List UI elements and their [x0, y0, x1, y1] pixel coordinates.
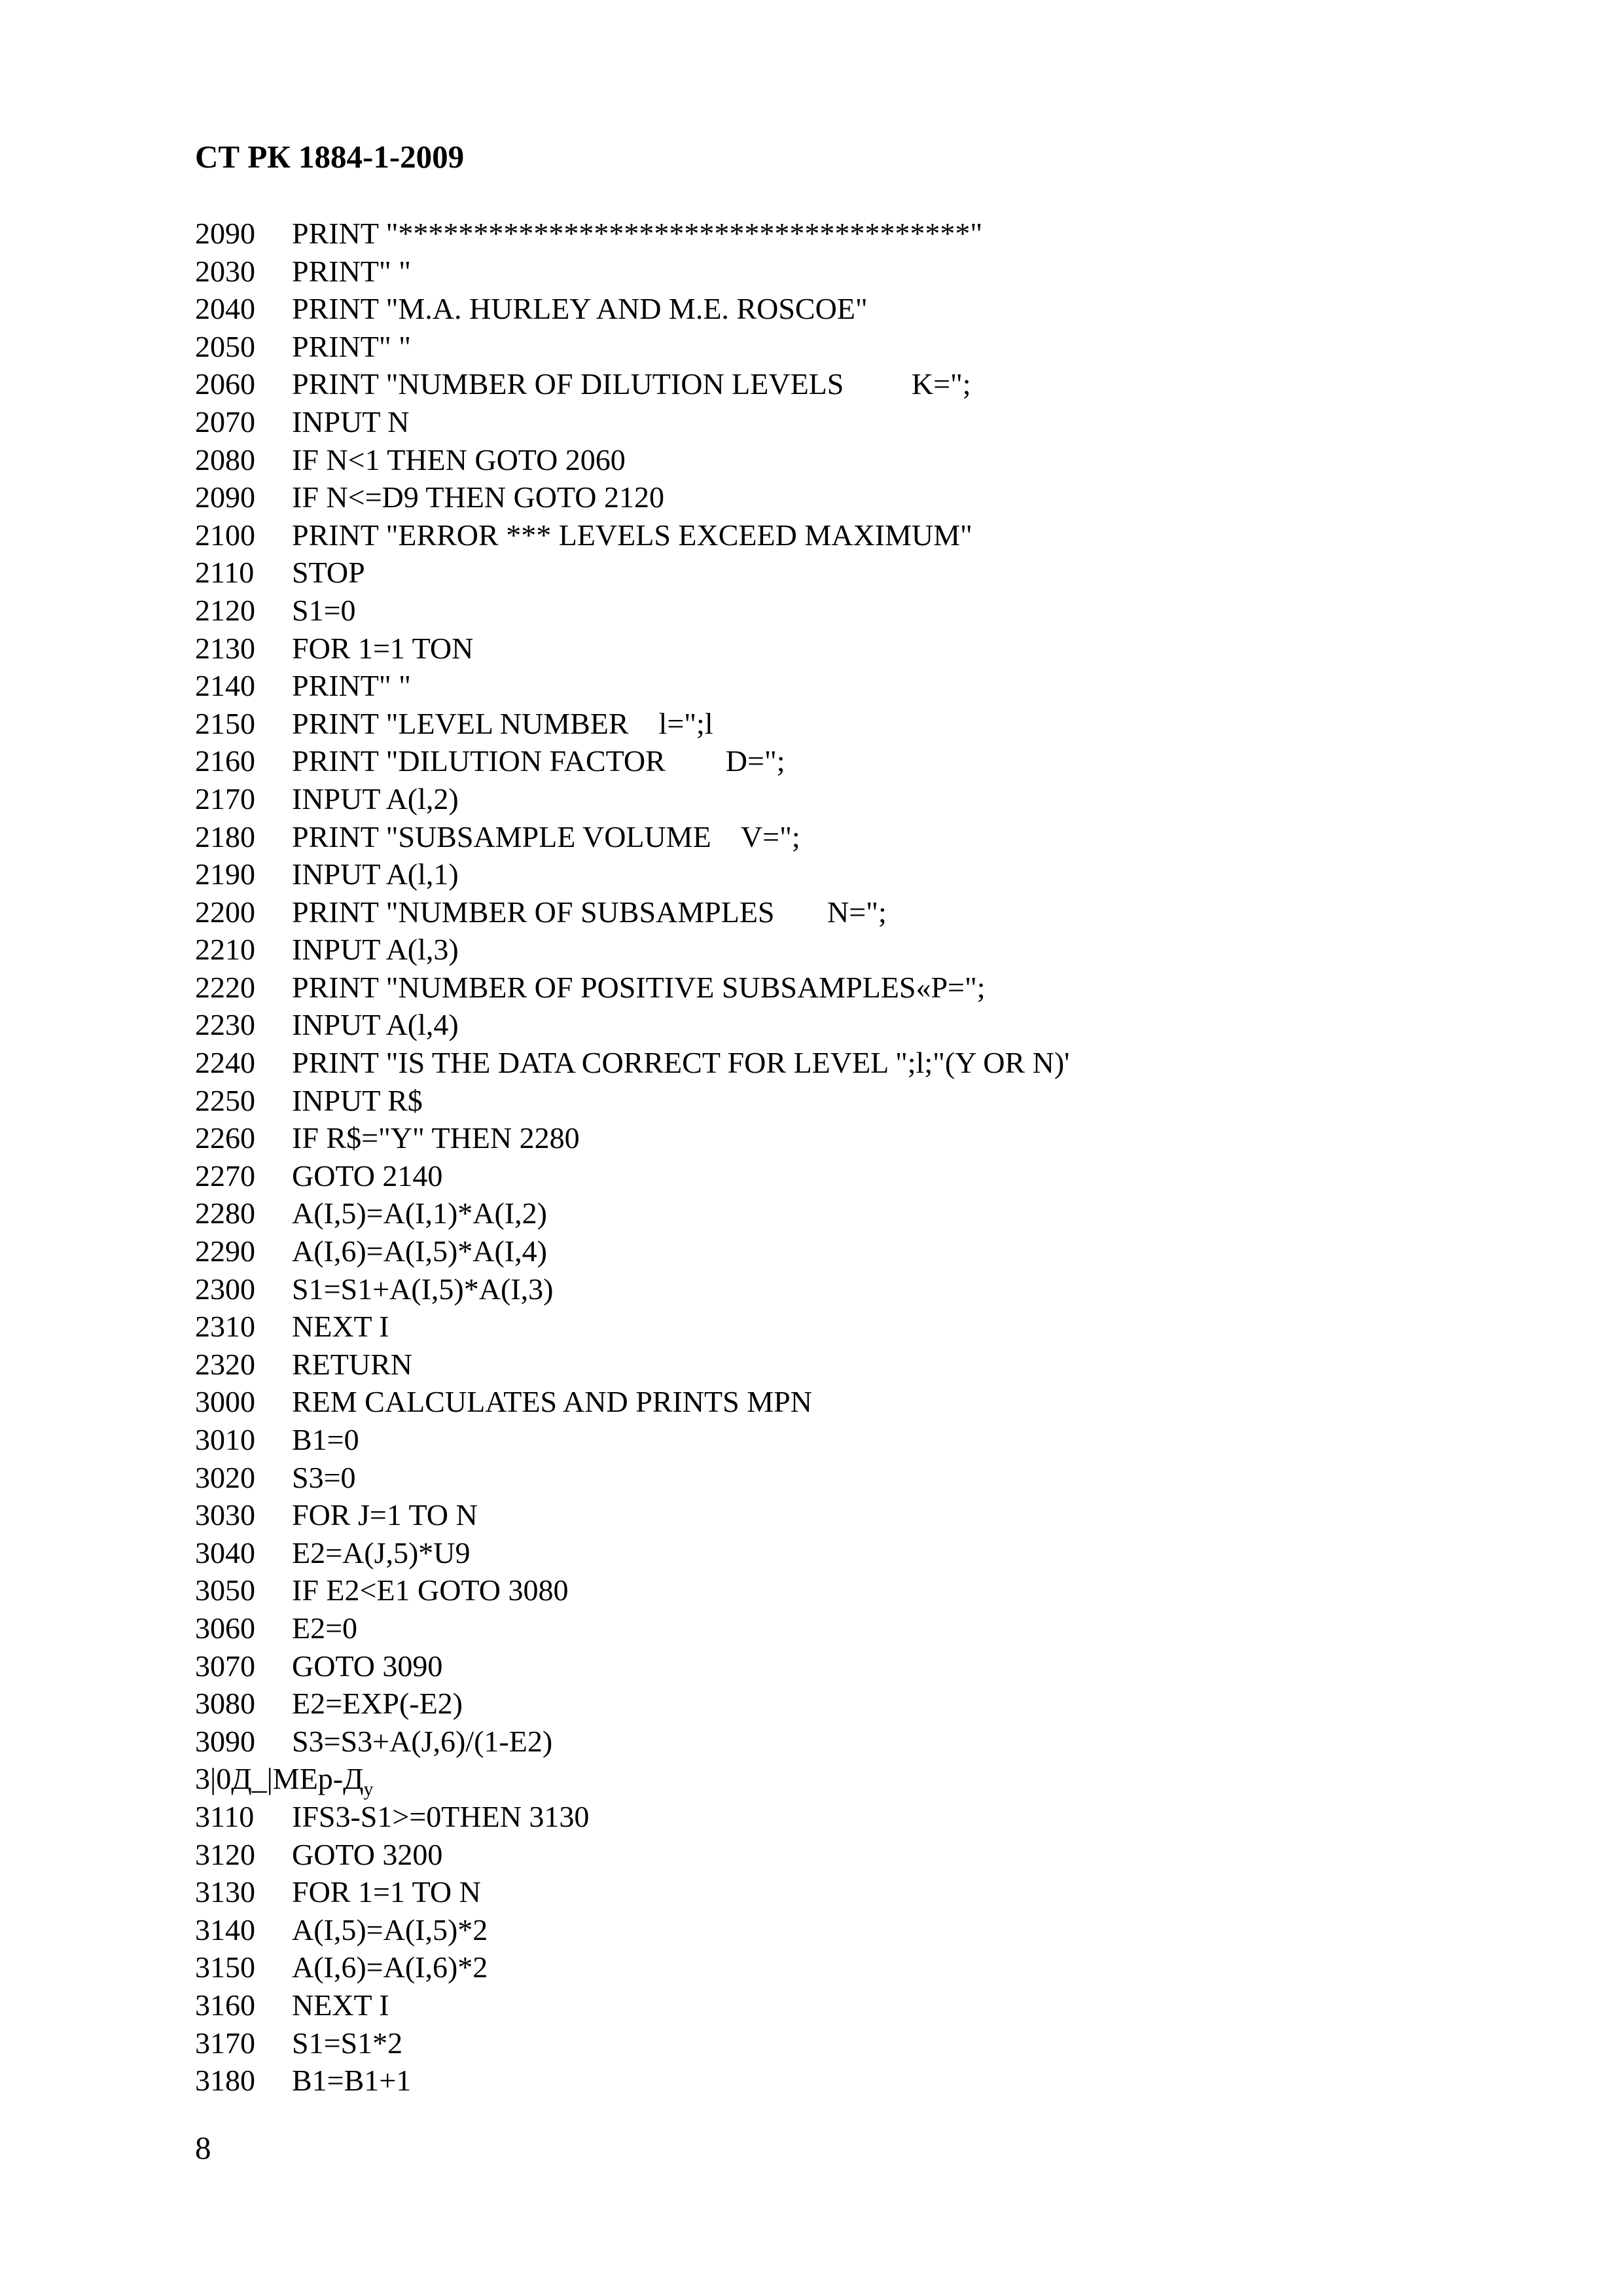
code-statement	[292, 705, 713, 743]
code-line	[195, 1836, 1504, 1874]
code-line	[195, 441, 1504, 479]
line-number: 2110	[195, 556, 255, 590]
line-number: 3090	[195, 1724, 255, 1758]
basic-code-listing	[195, 215, 1504, 2100]
code-statement	[292, 1270, 553, 1308]
line-number: 3170	[195, 2026, 255, 2060]
line-number: 2150	[195, 706, 255, 740]
code-line	[195, 554, 1504, 592]
code-line	[195, 1534, 1504, 1572]
code-text: INPUT R$	[292, 1083, 423, 1117]
code-line	[195, 215, 1504, 253]
code-text: GOTO 3090	[292, 1649, 443, 1683]
code-statement	[292, 630, 473, 668]
code-line	[195, 2024, 1504, 2062]
code-line	[195, 1006, 1504, 1044]
code-text: S1=0	[292, 593, 356, 627]
code-text: PRINT" "	[292, 329, 411, 363]
code-line	[195, 290, 1504, 328]
code-statement	[292, 253, 411, 291]
code-line	[195, 1685, 1504, 1723]
code-statement	[292, 855, 459, 893]
line-number: 3180	[195, 2064, 255, 2098]
code-text: PRINT "LEVEL NUMBER l=";l	[292, 706, 713, 740]
code-statement	[292, 365, 971, 403]
code-text: PRINT "NUMBER OF POSITIVE SUBSAMPLES«P=";	[292, 970, 986, 1004]
code-text: NEXT I	[292, 1310, 389, 1344]
code-statement	[292, 328, 411, 366]
code-text: PRINT "NUMBER OF SUBSAMPLES N=";	[292, 895, 887, 929]
code-statement	[292, 1082, 423, 1120]
code-line	[195, 1346, 1504, 1384]
code-statement	[292, 1421, 359, 1459]
code-line	[195, 1308, 1504, 1346]
code-line	[195, 1948, 1504, 1986]
code-line	[195, 1459, 1504, 1497]
code-text: INPUT A(l,1)	[292, 857, 459, 891]
line-number: 2300	[195, 1272, 255, 1306]
code-statement	[292, 592, 356, 630]
line-number: 3030	[195, 1498, 255, 1532]
code-subscript: у	[363, 1778, 374, 1801]
line-number: 2080	[195, 442, 255, 476]
code-line	[195, 1082, 1504, 1120]
code-statement	[292, 1948, 488, 1986]
code-statement	[292, 1044, 1069, 1082]
code-statement	[292, 1685, 463, 1723]
code-statement	[292, 1157, 442, 1195]
code-line	[195, 1798, 1504, 1836]
code-text: S1=S1+A(I,5)*A(I,3)	[292, 1272, 554, 1306]
code-text: A(I,6)=A(I,5)*A(I,4)	[292, 1234, 547, 1268]
code-statement	[292, 1119, 580, 1157]
code-statement	[292, 1571, 568, 1609]
code-text: GOTO 3200	[292, 1837, 443, 1871]
code-text: S3=S3+A(J,6)/(1-E2)	[292, 1724, 553, 1758]
code-line	[195, 1609, 1504, 1647]
code-line	[195, 818, 1504, 856]
code-text: STOP	[292, 556, 365, 590]
line-number: 3070	[195, 1649, 255, 1683]
code-text: GOTO 2140	[292, 1158, 443, 1193]
code-line	[195, 667, 1504, 705]
code-text: IF N<=D9 THEN GOTO 2120	[292, 480, 664, 514]
code-text: PRINT "SUBSAMPLE VOLUME V=";	[292, 819, 800, 853]
code-line	[195, 855, 1504, 893]
code-statement	[292, 1006, 459, 1044]
code-line	[195, 2062, 1504, 2100]
line-number: 2210	[195, 933, 255, 967]
code-statement	[292, 1836, 442, 1874]
page-number: 8	[195, 2130, 211, 2166]
code-statement	[292, 969, 986, 1007]
code-line	[195, 1911, 1504, 1949]
code-line	[195, 328, 1504, 366]
code-text: PRINT "ERROR *** LEVELS EXCEED MAXIMUM"	[292, 518, 972, 552]
line-number: 2200	[195, 895, 255, 929]
code-statement	[292, 1798, 589, 1836]
code-line	[195, 969, 1504, 1007]
code-line	[195, 1383, 1504, 1421]
code-statement	[292, 403, 409, 441]
code-text: INPUT A(l,3)	[292, 933, 459, 967]
code-line	[195, 1157, 1504, 1195]
code-text: INPUT N	[292, 404, 410, 439]
code-text: INPUT A(l,4)	[292, 1008, 459, 1042]
line-number: 2230	[195, 1008, 255, 1042]
code-line	[195, 403, 1504, 441]
code-statement	[292, 1534, 471, 1572]
code-statement	[292, 1873, 481, 1911]
line-number: 2310	[195, 1310, 255, 1344]
line-number: 2260	[195, 1121, 255, 1155]
line-number: 2120	[195, 593, 255, 627]
code-text: B1=0	[292, 1423, 359, 1456]
line-number: 3130	[195, 1875, 255, 1909]
code-line	[195, 1986, 1504, 2024]
code-text: FOR J=1 TO N	[292, 1498, 478, 1532]
code-text: PRINT "NUMBER OF DILUTION LEVELS K=";	[292, 367, 971, 401]
line-number: 2320	[195, 1347, 255, 1381]
code-line	[195, 516, 1504, 554]
line-number: 2170	[195, 781, 255, 816]
code-statement	[292, 516, 972, 554]
code-line	[195, 1647, 1504, 1685]
code-statement	[292, 1308, 389, 1346]
document-header: СТ РК 1884-1-2009	[195, 139, 465, 175]
code-text: REM CALCULATES AND PRINTS MPN	[292, 1385, 812, 1419]
code-statement	[292, 818, 800, 856]
code-statement	[292, 1459, 356, 1497]
line-number: 2060	[195, 367, 255, 401]
code-text: PRINT" "	[292, 669, 411, 703]
line-number: 3020	[195, 1460, 255, 1494]
line-number: 3050	[195, 1573, 255, 1607]
code-statement	[292, 893, 887, 931]
line-number: 3060	[195, 1611, 255, 1645]
code-statement	[292, 554, 365, 592]
code-line	[195, 1760, 1504, 1801]
code-line	[195, 1873, 1504, 1911]
code-text: PRINT "DILUTION FACTOR D=";	[292, 744, 785, 778]
line-number: 2190	[195, 857, 255, 891]
code-statement	[292, 1496, 478, 1534]
line-number: 3150	[195, 1950, 255, 1984]
line-number: 3160	[195, 1988, 255, 2022]
code-statement	[292, 1383, 812, 1421]
line-number: 2100	[195, 518, 255, 552]
code-statement	[292, 2024, 402, 2062]
code-line	[195, 478, 1504, 516]
code-line	[195, 630, 1504, 668]
code-line	[195, 365, 1504, 403]
line-number: 2090	[195, 217, 255, 250]
line-number: 3000	[195, 1385, 255, 1419]
code-statement	[292, 441, 626, 479]
code-line	[195, 742, 1504, 780]
code-statement	[292, 1986, 389, 2024]
code-line	[195, 1421, 1504, 1459]
code-text: NEXT I	[292, 1988, 389, 2022]
code-text: FOR 1=1 TO N	[292, 1875, 481, 1909]
code-text: E2=A(J,5)*U9	[292, 1535, 471, 1570]
code-text: PRINT "IS THE DATA CORRECT FOR LEVEL ";l;"(Y OR N)'	[292, 1046, 1070, 1080]
line-number: 3140	[195, 1912, 255, 1946]
code-text: FOR 1=1 TON	[292, 631, 474, 665]
line-number: 3120	[195, 1837, 255, 1871]
code-line	[195, 931, 1504, 969]
line-number: 2040	[195, 292, 255, 326]
line-number: 2250	[195, 1083, 255, 1117]
code-text: RETURN	[292, 1347, 412, 1381]
code-line	[195, 592, 1504, 630]
code-line	[195, 1270, 1504, 1308]
code-text: IF R$="Y" THEN 2280	[292, 1121, 580, 1155]
code-statement	[292, 1911, 488, 1949]
code-line	[195, 705, 1504, 743]
code-line	[195, 1232, 1504, 1270]
code-line	[195, 1496, 1504, 1534]
line-number: 3080	[195, 1687, 255, 1721]
code-statement	[292, 2062, 411, 2100]
code-statement	[292, 290, 868, 328]
line-number: 2220	[195, 970, 255, 1004]
line-number: 2160	[195, 744, 255, 778]
code-text: A(I,5)=A(I,1)*A(I,2)	[292, 1196, 547, 1230]
code-statement	[292, 742, 785, 780]
line-number: 2270	[195, 1158, 255, 1193]
code-line	[195, 1723, 1504, 1761]
line-number: 3110	[195, 1799, 255, 1833]
code-text: PRINT" "	[292, 254, 411, 288]
code-line	[195, 1571, 1504, 1609]
line-number: 2180	[195, 819, 255, 853]
code-text: PRINT "M.A. HURLEY AND M.E. ROSCOE"	[292, 292, 868, 326]
code-text: 3|0Д_|MEp-Д	[195, 1762, 364, 1796]
code-line	[195, 1119, 1504, 1157]
code-text: A(I,6)=A(I,6)*2	[292, 1950, 488, 1984]
code-line	[195, 253, 1504, 291]
line-number: 3010	[195, 1423, 255, 1456]
line-number: 2070	[195, 404, 255, 439]
code-statement	[292, 1723, 552, 1761]
code-statement	[292, 1232, 547, 1270]
code-text: INPUT A(l,2)	[292, 781, 459, 816]
code-text: A(I,5)=A(I,5)*2	[292, 1912, 488, 1946]
line-number: 2090	[195, 480, 255, 514]
code-text: S1=S1*2	[292, 2026, 403, 2060]
code-text: E2=EXP(-E2)	[292, 1687, 463, 1721]
code-text: S3=0	[292, 1460, 356, 1494]
code-statement	[292, 1194, 547, 1232]
code-line	[195, 893, 1504, 931]
line-number: 3040	[195, 1535, 255, 1570]
code-line	[195, 780, 1504, 818]
code-text: IF N<1 THEN GOTO 2060	[292, 442, 626, 476]
line-number: 2240	[195, 1046, 255, 1080]
line-number: 2030	[195, 254, 255, 288]
code-line	[195, 1044, 1504, 1082]
code-text: IF E2<E1 GOTO 3080	[292, 1573, 569, 1607]
code-statement	[292, 1647, 442, 1685]
line-number: 2140	[195, 669, 255, 703]
line-number: 2130	[195, 631, 255, 665]
code-statement	[292, 1346, 412, 1384]
code-text: PRINT "**************************************"	[292, 217, 983, 250]
code-statement	[292, 780, 459, 818]
code-line	[195, 1194, 1504, 1232]
code-statement	[292, 215, 982, 253]
line-number: 2050	[195, 329, 255, 363]
code-statement	[292, 667, 411, 705]
code-text: B1=B1+1	[292, 2064, 412, 2098]
code-statement	[292, 1609, 357, 1647]
code-text: E2=0	[292, 1611, 358, 1645]
code-statement	[292, 478, 664, 516]
line-number: 2290	[195, 1234, 255, 1268]
line-number: 2280	[195, 1196, 255, 1230]
code-text: IFS3-S1>=0THEN 3130	[292, 1799, 590, 1833]
code-statement	[292, 931, 459, 969]
